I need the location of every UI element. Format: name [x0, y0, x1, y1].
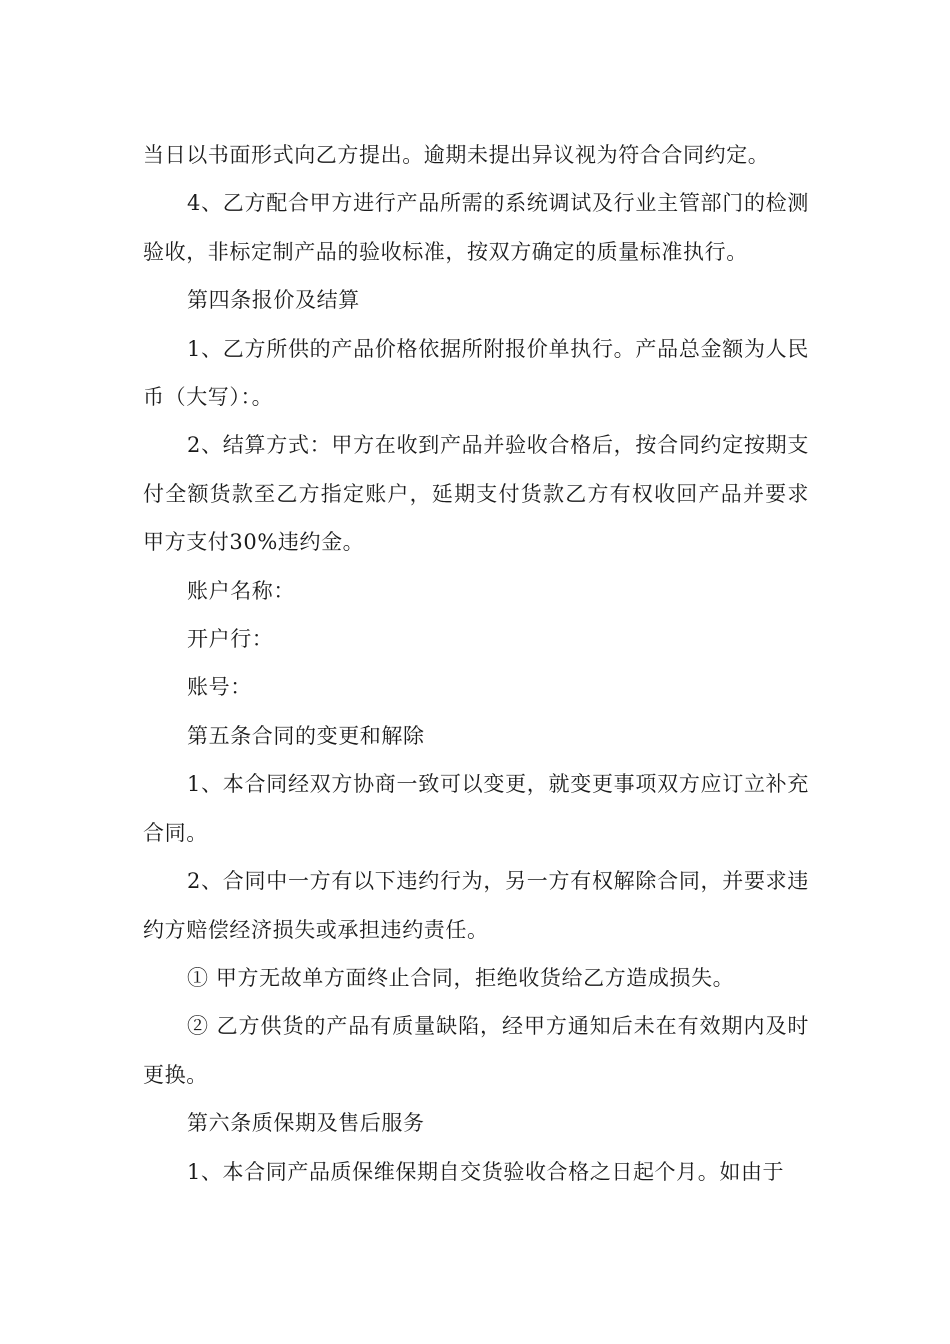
bank-line: 开户行： — [187, 627, 274, 652]
article-4-heading: 第四条报价及结算 — [187, 288, 360, 313]
article-5-heading: 第五条合同的变更和解除 — [187, 723, 425, 748]
paragraph-item-2: ② 乙方供货的产品有质量缺陷，经甲方通知后未在有效期内及时更换。 — [143, 1014, 809, 1087]
paragraph-clause-3-4: 4、乙方配合甲方进行产品所需的系统调试及行业主管部门的检测验收，非标定制产品的验收标准，按双方确定的质量标准执行。 — [143, 191, 809, 264]
paragraph-clause-6-1: 1、本合同产品质保维保期自交货验收合格之日起个月。如由于 — [187, 1159, 785, 1184]
article-6-heading: 第六条质保期及售后服务 — [187, 1111, 425, 1136]
document-body — [143, 131, 809, 1196]
paragraph-clause-4-1: 1、乙方所供的产品价格依据所附报价单执行。产品总金额为人民币（大写）：。 — [143, 336, 809, 410]
account-number-line: 账号： — [187, 675, 252, 700]
account-name-line: 账户名称： — [187, 578, 295, 603]
paragraph-clause-5-2: 2、合同中一方有以下违约行为，另一方有权解除合同，并要求违约方赔偿经济损失或承担违约责任。 — [143, 869, 809, 942]
paragraph-continuation: 当日以书面形式向乙方提出。逾期未提出异议视为符合合同约定。 — [143, 143, 770, 167]
paragraph-clause-4-2: 2、结算方式：甲方在收到产品并验收合格后，按合同约定按期支付全额货款至乙方指定账户，延期支付货款乙方有权收回产品并要求甲方支付30%违约金。 — [143, 433, 809, 555]
paragraph-item-1: ① 甲方无故单方面终止合同，拒绝收货给乙方造成损失。 — [187, 965, 735, 990]
paragraph-clause-5-1: 1、本合同经双方协商一致可以变更，就变更事项双方应订立补充合同。 — [143, 772, 809, 845]
